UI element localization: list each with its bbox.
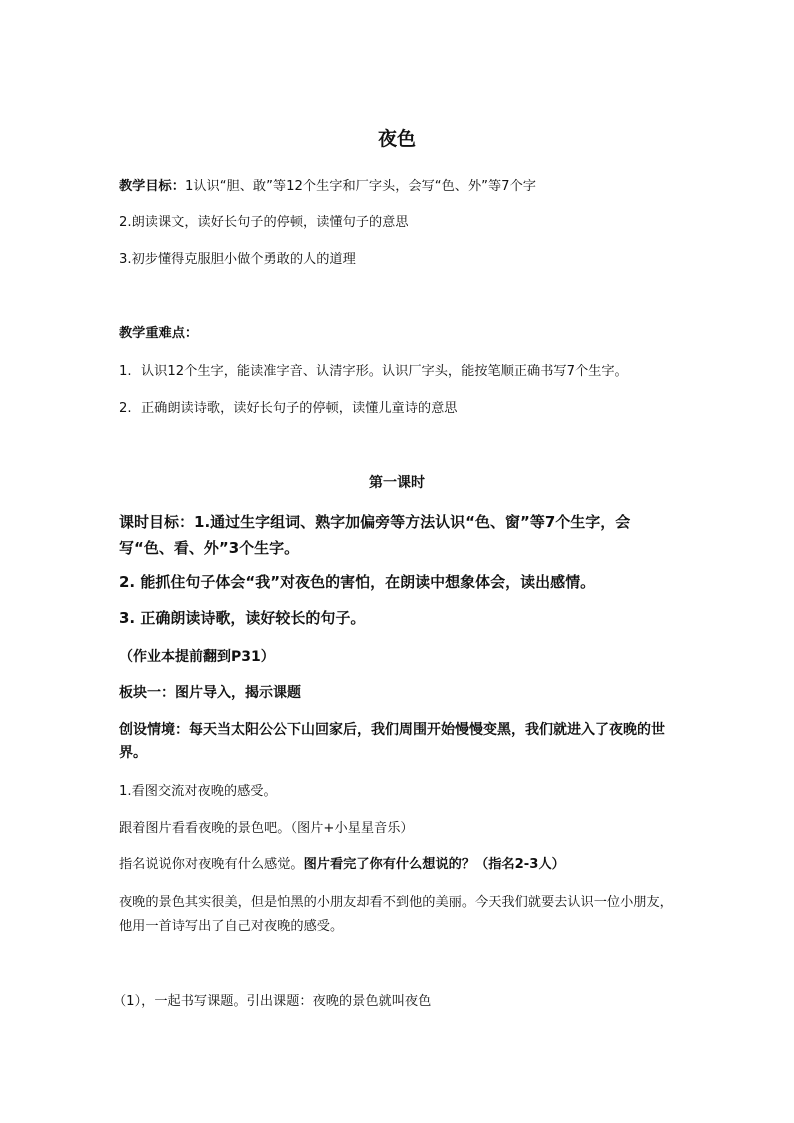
key-point-1 [119,362,679,382]
scene-setting: 创设情境：每天当太阳公公下山回家后，我们周围开始慢慢变黑，我们就进入了夜晚的世界。 [119,722,665,761]
lesson-goal-3: 3. 正确朗读诗歌，读好较长的句子。 [119,609,366,627]
key-point-1-number: 1. [119,364,132,379]
key-point-2-text: 正确朗读诗歌，读好长句子的停顿，读懂儿童诗的意思 [141,401,458,416]
intro-paragraph: 夜晚的景色其实很美，但是怕黑的小朋友却看不到他的美丽。今天我们就要去认识一位小朋友，他用一首诗写出了自己对夜晚的感受。 [119,895,673,934]
teaching-goals-line-2: 2.朗读课文，读好长句子的停顿，读懂句子的意思 [119,215,409,230]
teaching-goals-line-1 [119,177,679,197]
key-point-1-text: 认识12个生字，能读准字音、认清字形。认识厂字头，能按笔顺正确书写7个生字。 [141,364,628,379]
key-points-label: 教学重难点： [119,326,199,341]
step-1b-plain: 指名说说你对夜晚有什么感觉。 [119,857,304,872]
step-1b-bold: 图片看完了你有什么想说的？（指名2-3人） [303,857,565,872]
key-point-2 [119,399,679,419]
teaching-goals-text-1: 1认识“胆、敢”等12个生字和厂字头，会写“色、外”等7个字 [184,179,536,194]
teaching-goals-label: 教学目标： [119,179,185,194]
lesson-goal-1: 课时目标：1.通过生字组词、熟字加偏旁等方法认识“色、窗”等7个生字，会写“色、看、外”3个生字。 [119,513,631,557]
page-title: 夜色 [377,128,416,150]
lesson-heading: 第一课时 [369,475,425,491]
sub-step-1: （1），一起书写课题。引出课题：夜晚的景色就叫夜色 [113,994,432,1009]
teaching-goals-line-3: 3.初步懂得克服胆小做个勇敢的人的道理 [119,252,356,267]
step-1: 1.看图交流对夜晚的感受。 [119,784,277,799]
lesson-goal-2: 2. 能抓住句子体会“我”对夜色的害怕，在朗读中想象体会，读出感情。 [119,573,596,591]
step-1b [119,855,679,875]
key-point-2-number: 2. [119,401,132,416]
step-1a: 跟着图片看看夜晚的景色吧。（图片+小星星音乐） [119,821,414,836]
homework-note: （作业本提前翻到P31） [119,649,275,665]
block-one-heading: 板块一：图片导入，揭示课题 [119,685,301,701]
